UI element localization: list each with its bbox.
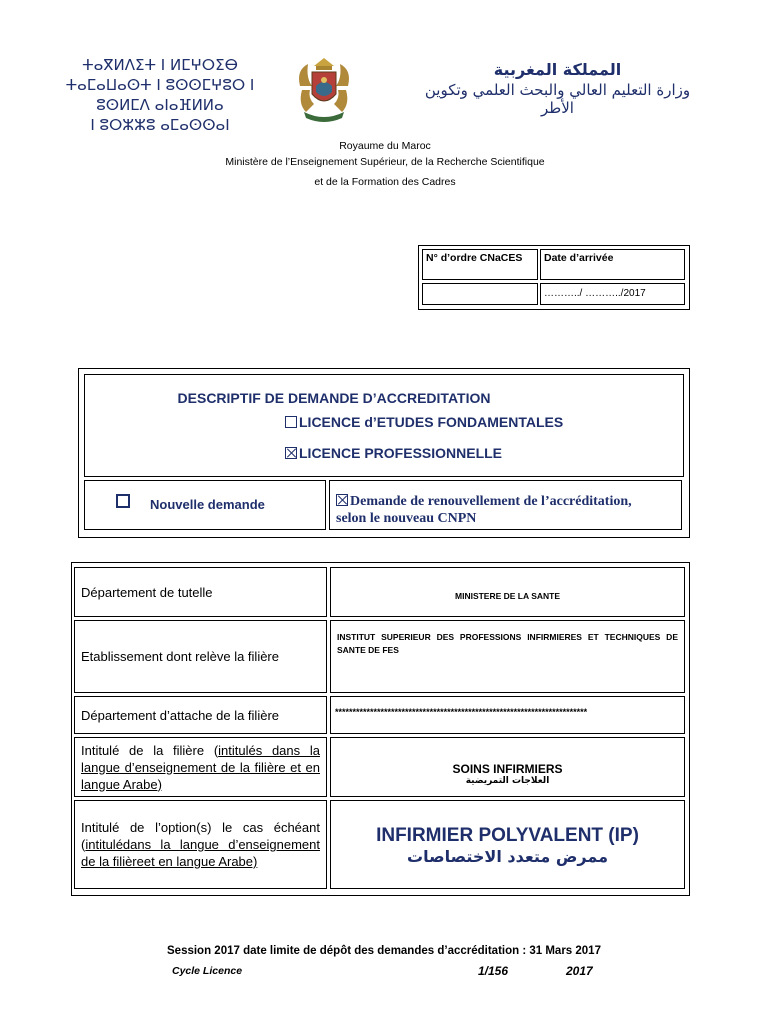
filiere-title-label-note: intitulés dans la langue d’enseignement de la filière et en langue Arabe): [81, 742, 320, 792]
unchecked-checkbox-icon[interactable]: [116, 494, 130, 508]
dept-tutelle-label-text: Département de tutelle: [81, 584, 213, 600]
arabic-kingdom-title: المملكة المغربية: [493, 60, 622, 79]
arabic-ministry-title: وزارة التعليم العالي والبحث العلمي وتكوين الأطر: [424, 81, 691, 117]
dept-tutelle-label: [74, 567, 327, 617]
footer-year: 2017: [566, 964, 593, 978]
footer-cycle: Cycle Licence: [172, 965, 243, 977]
dept-attache-label: [74, 696, 327, 734]
licence-fondamentale-option[interactable]: [285, 414, 563, 430]
checked-checkbox-icon[interactable]: [285, 447, 297, 459]
page-number: 1/156: [478, 964, 509, 978]
option-title-label-prefix: Intitulé de l’option(s) le cas échéant (: [81, 820, 320, 852]
arabic-heading: [420, 60, 695, 117]
renewal-request-option[interactable]: [336, 493, 632, 527]
tifinagh-line-1: ⵜⴰⴳⵍⴷⵉⵜ ⵏ ⵍⵎⵖⵔⵉⴱ: [82, 56, 238, 74]
tifinagh-line-3: ⵏ ⵓⵔⵣⵣⵓ ⴰⵎⴰⵙⵙⴰⵏ: [90, 116, 230, 134]
accreditation-title: DESCRIPTIF DE DEMANDE D’ACCREDITATION: [177, 390, 491, 406]
etablissement-value: INSTITUT SUPERIEUR DES PROFESSIONS INFIRMIERES ET TECHNIQUES DE SANTE DE FES: [330, 620, 685, 693]
dept-tutelle-value: MINISTERE DE LA SANTE: [330, 567, 685, 617]
renewal-request-label-1: Demande de renouvellement de l’accréditation,: [350, 494, 632, 509]
option-title-label-note: intitulédans la langue d’enseignement de la filièreet en langue Arabe): [81, 837, 320, 869]
new-request-checkbox[interactable]: [116, 494, 132, 512]
filiere-title-ar: العلاجات التمريضية: [465, 776, 550, 786]
arrival-date-label: Date d’arrivée: [540, 249, 685, 280]
dept-attache-label-text: Département d’attache de la filière: [81, 707, 280, 723]
official-heading: [150, 138, 620, 190]
licence-fondamentale-label: LICENCE d’ETUDES FONDAMENTALES: [299, 414, 564, 430]
tifinagh-heading: [60, 55, 260, 135]
renewal-request-label-2: selon le nouveau CNPN: [336, 511, 477, 526]
unchecked-checkbox-icon[interactable]: [285, 416, 297, 428]
ministry-name-cont: et de la Formation des Cadres: [314, 176, 456, 188]
etablissement-label-text: Etablissement dont relève la filière: [81, 649, 279, 664]
option-title-fr: INFIRMIER POLYVALENT (IP): [376, 825, 639, 846]
moroccan-coat-of-arms-emblem: [292, 56, 356, 124]
dept-attache-value: ************************************************************************: [330, 696, 685, 734]
tifinagh-line-2: ⵜⴰⵎⴰⵡⴰⵙⵜ ⵏ ⵓⵙⵙⵎⵖⵓⵔ ⵏ ⵓⵙⵍⵎⴷ ⴰⵏⴰⴼⵍⵍⴰ: [65, 76, 255, 114]
arrival-date-field[interactable]: ………../ ………../2017: [540, 283, 685, 305]
session-deadline: Session 2017 date limite de dépôt des demandes d’accréditation : 31 Mars 2017: [167, 945, 601, 957]
licence-professionnelle-option[interactable]: [285, 445, 502, 461]
order-number-label: N° d’ordre CNaCES: [422, 249, 538, 280]
filiere-title-label-prefix: Intitulé de la filière (: [81, 742, 219, 758]
ministry-name: Ministère de l’Enseignement Supérieur, de la Recherche Scientifique: [225, 156, 545, 168]
option-title-ar: ممرض متعدد الاختصاصات: [407, 847, 608, 866]
filiere-title-fr: SOINS INFIRMIERS: [452, 762, 563, 776]
option-title-label: [74, 800, 327, 889]
filiere-title-value: [330, 737, 685, 797]
option-title-value: [330, 800, 685, 889]
checked-checkbox-icon[interactable]: [336, 494, 348, 506]
filiere-title-label: [74, 737, 327, 797]
kingdom-name: Royaume du Maroc: [339, 140, 431, 152]
new-request-label: Nouvelle demande: [150, 497, 265, 512]
licence-professionnelle-label: LICENCE PROFESSIONNELLE: [299, 445, 503, 461]
order-number-field[interactable]: [422, 283, 538, 305]
etablissement-label: [74, 620, 327, 693]
